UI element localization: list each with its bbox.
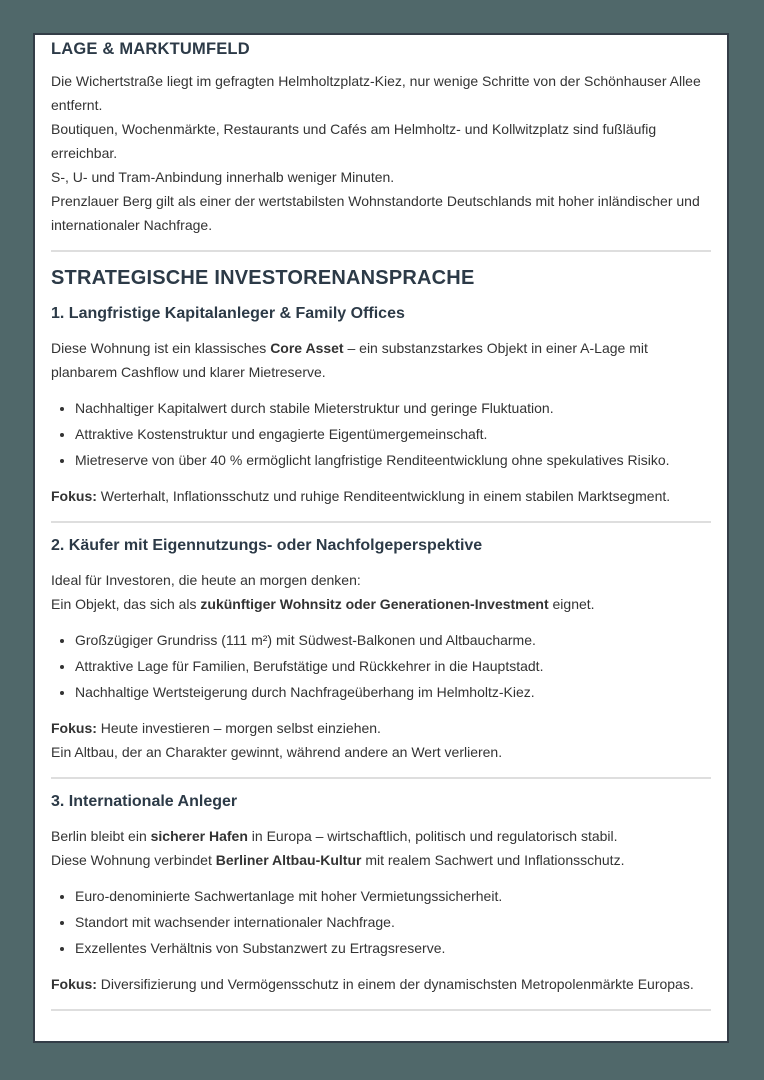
document-page	[33, 33, 729, 1043]
text-run: in Europa – wirtschaftlich, politisch und regulatorisch stabil.	[247, 827, 618, 844]
subsection-heading: 3. Internationale Anleger	[51, 793, 238, 811]
text-run: Diversifizierung und Vermögensschutz in einem der dynamischsten Metropolenmärkte Europas.	[96, 975, 694, 992]
text-run: Großzügiger Grundriss (111 m²) mit Südwest-Balkonen und Altbaucharme.	[75, 632, 536, 649]
text-run: Prenzlauer Berg gilt als einer der wertstabilsten Wohnstandorte Deutschlands mit hoher inländischer und internationaler Nachfrage.	[51, 193, 700, 234]
paragraph	[51, 716, 711, 764]
text-run: Mietreserve von über 40 % ermöglicht langfristige Renditeentwicklung ohne spekulatives Risiko.	[75, 452, 670, 469]
bold-text: Fokus:	[51, 975, 97, 992]
bullet-item	[75, 910, 711, 934]
text-run: Berlin bleibt ein	[51, 827, 151, 844]
text-line	[51, 972, 711, 996]
section-divider	[51, 1009, 711, 1011]
text-line	[51, 568, 711, 592]
bullet-list	[51, 396, 711, 472]
text-run: Ein Objekt, das sich als	[51, 596, 201, 613]
text-line	[51, 69, 711, 117]
text-run: Nachhaltiger Kapitalwert durch stabile Mieterstruktur und geringe Fluktuation.	[75, 400, 554, 417]
text-run: S-, U- und Tram-Anbindung innerhalb weniger Minuten.	[51, 169, 395, 186]
text-run: Ideal für Investoren, die heute an morgen denken:	[51, 572, 361, 589]
text-run: Ein Altbau, der an Charakter gewinnt, während andere an Wert verlieren.	[51, 744, 503, 761]
paragraph	[51, 568, 711, 616]
bold-text: sicherer Hafen	[150, 827, 248, 844]
text-run: Attraktive Lage für Familien, Berufstätige und Rückkehrer in die Hauptstadt.	[75, 658, 544, 675]
text-line	[51, 592, 711, 616]
text-run: Standort mit wachsender internationaler Nachfrage.	[75, 913, 395, 930]
text-run: Werterhalt, Inflationsschutz und ruhige Renditeentwicklung in einem stabilen Marktsegment.	[96, 488, 671, 505]
bullet-item	[75, 448, 711, 472]
paragraph	[51, 972, 711, 996]
subsection-heading: 2. Käufer mit Eigennutzungs- oder Nachfolgeperspektive	[51, 537, 483, 555]
main-heading: STRATEGISCHE INVESTORENANSPRACHE	[51, 267, 475, 290]
bullet-item	[75, 628, 711, 652]
text-run: mit realem Sachwert und Inflationsschutz.	[361, 851, 625, 868]
bold-text: Core Asset	[270, 340, 344, 357]
text-line	[51, 824, 711, 848]
paragraph	[51, 824, 711, 872]
bullet-item	[75, 936, 711, 960]
text-run: Nachhaltige Wertsteigerung durch Nachfrageüberhang im Helmholtz-Kiez.	[75, 684, 535, 701]
text-run: Heute investieren – morgen selbst einziehen.	[96, 720, 381, 737]
text-line	[51, 740, 711, 764]
section-divider	[51, 777, 711, 779]
bold-text: Fokus:	[51, 720, 97, 737]
text-run: Boutiquen, Wochenmärkte, Restaurants und Cafés am Helmholtz- und Kollwitzplatz sind fußläufig erreichbar.	[51, 121, 657, 162]
bullet-item	[75, 396, 711, 420]
text-line	[51, 848, 711, 872]
paragraph	[51, 69, 711, 237]
bold-text: Berliner Altbau-Kultur	[215, 851, 362, 868]
bullet-item	[75, 680, 711, 704]
text-run: Die Wichertstraße liegt im gefragten Helmholtzplatz-Kiez, nur wenige Schritte von der Schönhauser Allee entfernt.	[51, 73, 701, 114]
text-line	[51, 484, 711, 508]
paragraph	[51, 484, 711, 508]
text-line	[51, 336, 711, 384]
paragraph	[51, 336, 711, 384]
section-divider	[51, 250, 711, 252]
bullet-list	[51, 628, 711, 704]
text-run: Exzellentes Verhältnis von Substanzwert zu Ertragsreserve.	[75, 939, 446, 956]
bullet-item	[75, 422, 711, 446]
text-run: Euro-denominierte Sachwertanlage mit hoher Vermietungssicherheit.	[75, 887, 503, 904]
section-divider	[51, 521, 711, 523]
section-heading: LAGE & MARKTUMFELD	[51, 40, 250, 58]
text-run: Diese Wohnung verbindet	[51, 851, 216, 868]
bullet-item	[75, 884, 711, 908]
document-content	[51, 39, 711, 1011]
bullet-list	[51, 884, 711, 960]
bold-text: zukünftiger Wohnsitz oder Generationen-Investment	[200, 596, 549, 613]
text-run: eignet.	[548, 596, 595, 613]
text-line	[51, 165, 711, 189]
bold-text: Fokus:	[51, 488, 97, 505]
text-line	[51, 716, 711, 740]
text-run: – ein substanzstarkes Objekt in einer A-Lage mit planbarem Cashflow und klarer Mietreserve.	[51, 340, 648, 381]
subsection-heading: 1. Langfristige Kapitalanleger & Family Offices	[51, 305, 405, 323]
bullet-item	[75, 654, 711, 678]
text-run: Diese Wohnung ist ein klassisches	[51, 340, 271, 357]
text-run: Attraktive Kostenstruktur und engagierte Eigentümergemeinschaft.	[75, 426, 488, 443]
text-line	[51, 189, 711, 237]
text-line	[51, 117, 711, 165]
